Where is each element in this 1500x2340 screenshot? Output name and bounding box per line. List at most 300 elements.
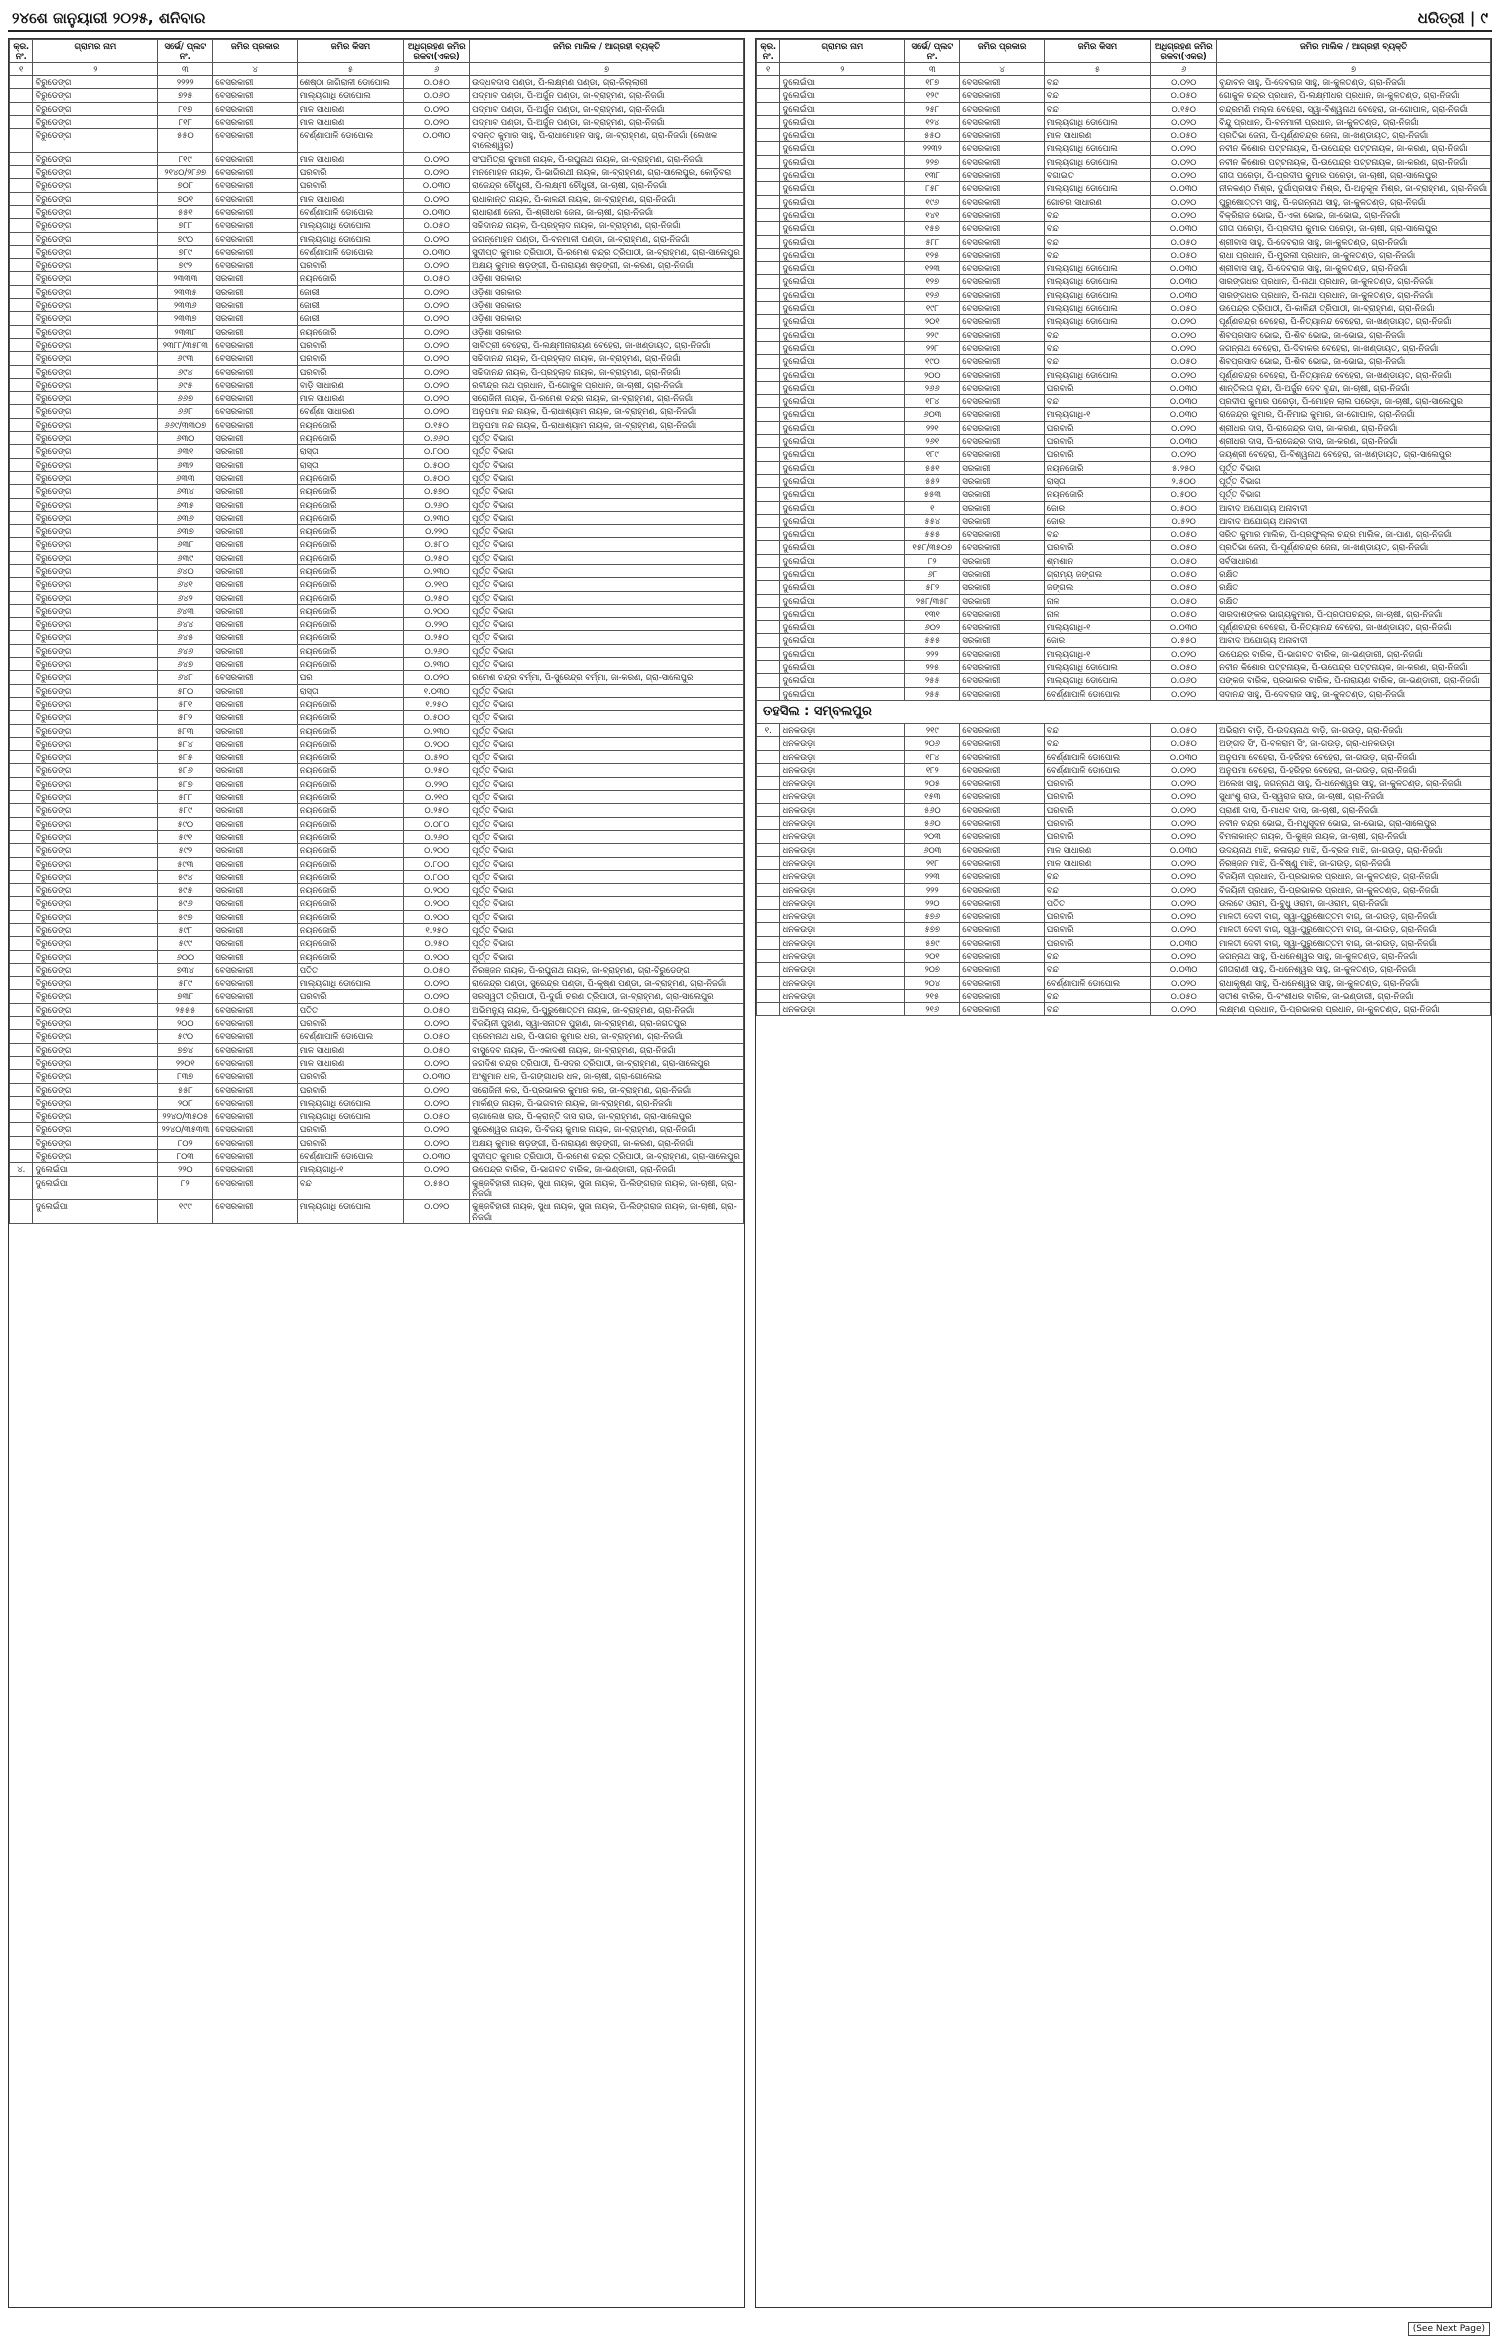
cell-plot: ୬୪୭	[158, 658, 213, 671]
date-line: ୨୪ଶେ ଜାନୁୟାରୀ ୨୦୨୫, ଶନିବାର	[12, 9, 206, 27]
cell-area: ୧.୦୩୦	[404, 684, 470, 697]
cell-land-type: ବେସରକାରୀ	[213, 963, 297, 976]
cell-land-kind: ନୟନଜୋରି	[297, 870, 403, 883]
cell-plot: ୬୩୭	[158, 525, 213, 538]
cell-sl	[10, 990, 33, 1003]
cell-area: ୦.୨୫୦	[404, 804, 470, 817]
cell-owner: ପୂର୍ତ୍ତ ବିଭାଗ	[470, 658, 744, 671]
cell-sl	[10, 1003, 33, 1016]
cell-village: ବିରୁଡେଙ୍ଗ	[33, 897, 158, 910]
cell-land-kind: ନୟନଜୋରି	[297, 471, 403, 484]
table-row	[757, 421, 1491, 434]
cell-land-kind: ମାଳ ସାଧାରଣ	[297, 102, 403, 115]
cell-sl	[10, 751, 33, 764]
table-row	[10, 219, 744, 232]
cell-area: ୦.୦୨୦	[404, 338, 470, 351]
cell-area: ୦.୨୦୦	[404, 910, 470, 923]
cell-land-type: ବେସରକାରୀ	[960, 647, 1044, 660]
cell-land-kind: ରାସ୍ତା	[297, 458, 403, 471]
cell-village: ଧନକଉଡ଼ା	[780, 737, 905, 750]
cell-land-type: ସରକାରୀ	[960, 461, 1044, 474]
cell-plot: ୫୮୯	[158, 804, 213, 817]
table-row	[10, 511, 744, 524]
cell-land-type: ବେସରକାରୀ	[213, 1030, 297, 1043]
cell-owner: ଶ୍ରୀଧର ଦାସ, ପି-ରାଜେନ୍ଦ୍ର ଦାସ, ଜା-କରଣ, ଗ୍ରା-ନିଜଗାଁ	[1217, 435, 1491, 448]
cell-village: ଧନକଉଡ଼ା	[780, 777, 905, 790]
cell-plot: ୨୩୩୫	[158, 285, 213, 298]
table-row	[757, 129, 1491, 142]
cell-land-type: ବେସରକାରୀ	[213, 129, 297, 153]
cell-area: ୦.୧୫୦	[404, 418, 470, 431]
cell-owner: ସଚ୍ଚିଦାନନ୍ଦ ନାୟକ, ପି-ପ୍ରହ୍ଲାଦ ନାୟକ, ଜା-ବ୍ରାହ୍ମଣ, ଗ୍ରା-ନିଜଗାଁ	[470, 365, 744, 378]
table-row	[757, 115, 1491, 128]
cell-owner: ଉପେନ୍ଦ୍ର ତ୍ରିପାଠୀ, ପି-କାଳିନ୍ଦୀ ତ୍ରିପାଠୀ, ଜା-ବ୍ରାହ୍ମଣ, ଗ୍ରା-ନିଜଗାଁ	[1217, 302, 1491, 315]
cell-owner: ପୂର୍ତ୍ତ ବିଭାଗ	[470, 950, 744, 963]
cell-plot: ୨୫୫	[905, 674, 960, 687]
cell-land-kind: ଘରବାରି	[1044, 936, 1150, 949]
cell-area: ୦.୦୩୦	[1151, 621, 1217, 634]
cell-plot: ୨୩୩୮	[158, 325, 213, 338]
cell-land-kind: ବନ୍ଦ	[1044, 208, 1150, 221]
cell-plot: ୧୯୬	[905, 195, 960, 208]
cell-plot: ୫୮୦	[158, 684, 213, 697]
table-row	[10, 924, 744, 937]
cell-area: ୦.୦୫୦	[1151, 581, 1217, 594]
cell-village: ଦୁଲେଇଁପା	[780, 647, 905, 660]
cell-plot: ୨୩୩୩	[158, 272, 213, 285]
cell-plot: ୭୦୧	[158, 192, 213, 205]
cell-owner: ସାରଙ୍ଗଧର ପ୍ରଧାନ, ପି-ନାଥା ପ୍ରଧାନ, ଜା-କୁଳତଣ୍ଡ, ଗ୍ରା-ନିଜଗାଁ	[1217, 288, 1491, 301]
cell-land-type: ବେସରକାରୀ	[960, 843, 1044, 856]
cell-area: ୦.୦୨୦	[1151, 647, 1217, 660]
cell-plot: ୧୫୮/୩୫୦୭	[905, 541, 960, 554]
cell-sl	[757, 737, 780, 750]
cell-village: ବିରୁଡେଙ୍ଗ	[33, 804, 158, 817]
table-row	[10, 857, 744, 870]
cell-village: ଦୁଲେଇଁପା	[780, 355, 905, 368]
cell-village: ଦୁଲେଇଁପା	[780, 89, 905, 102]
cell-area: ୦.୦୫୦	[1151, 567, 1217, 580]
cell-village: ବିରୁଡେଙ୍ଗ	[33, 471, 158, 484]
table-row	[10, 471, 744, 484]
cell-owner: ଗୀତାରାଣୀ ସାହୁ, ପି-ଧନେଶ୍ୱର ସାହୁ, ଜା-କୁଳତଣ୍ଡ, ଗ୍ରା-ନିଜଗାଁ	[1217, 963, 1491, 976]
cell-land-kind: ନୟନଜୋରି	[297, 844, 403, 857]
table-row	[10, 115, 744, 128]
cell-plot: ୫୮୫	[158, 751, 213, 764]
table-row	[757, 76, 1491, 89]
cell-plot: ୫୭୯	[905, 936, 960, 949]
cell-area: ୦.୦୨୦	[404, 365, 470, 378]
cell-land-kind: ଜୋରୀ	[297, 285, 403, 298]
cell-sl	[10, 338, 33, 351]
cell-plot: ୫୯୮	[158, 924, 213, 937]
cell-plot: ୬୯୩	[158, 352, 213, 365]
cell-land-type: ବେସରକାରୀ	[960, 182, 1044, 195]
cell-sl	[757, 963, 780, 976]
cell-owner: ସୁଦୀପ୍ତ କୁମାର ତ୍ରିପାଠୀ, ପି-ରମେଶ ଚନ୍ଦ୍ର ତ୍ରିପାଠୀ, ଜା-ବ୍ରାହ୍ମଣ, ଗ୍ରା-ସାଲେପୁର	[470, 1150, 744, 1163]
cell-area: ୦.୦୫୦	[404, 1043, 470, 1056]
cell-area: ୦.୦୫୦	[1151, 594, 1217, 607]
cell-plot: ୬୯୫	[158, 378, 213, 391]
cell-plot: ୨୧୫	[905, 989, 960, 1002]
cell-sl	[10, 89, 33, 102]
cell-plot: ୬୪୨	[158, 591, 213, 604]
cell-land-kind: ପତିତ	[297, 963, 403, 976]
cell-plot: ୨୦୧	[905, 315, 960, 328]
cell-area: ୦.୦୫୦	[1151, 723, 1217, 736]
cell-owner: ଅନୁପମା ନନ୍ଦ ନାୟକ, ପି-ରାଧାଶ୍ୟାମ ନାୟକ, ଜା-ବ୍ରାହ୍ମଣ, ଗ୍ରା-ନିଜଗାଁ	[470, 418, 744, 431]
cell-area: ୦.୦୨୦	[1151, 910, 1217, 923]
cell-land-kind: ବନ୍ଦ	[1044, 341, 1150, 354]
cell-village: ବିରୁଡେଙ୍ଗ	[33, 152, 158, 165]
cell-village: ଦୁଲେଇଁପା	[33, 1163, 158, 1176]
cell-village: ଦୁଲେଇଁପା	[780, 129, 905, 142]
table-row	[757, 607, 1491, 620]
cell-area: ୦.୦୨୦	[1151, 421, 1217, 434]
cell-land-type: ବେସରକାରୀ	[960, 674, 1044, 687]
cell-land-type: ସରକାରୀ	[960, 567, 1044, 580]
cell-land-kind: ବନ୍ଦ	[1044, 723, 1150, 736]
cell-owner: ରବୀନ୍ଦ୍ର ନାଥ ପ୍ରଧାନ, ପି-ଗୋକୁଳ ପ୍ରଧାନ, ଜା-ଚାଷୀ, ଗ୍ରା-ନିଜଗାଁ	[470, 378, 744, 391]
cell-plot: ୬୪୦	[158, 564, 213, 577]
table-row	[10, 658, 744, 671]
cell-village: ଧନକଉଡ଼ା	[780, 896, 905, 909]
cell-plot: ୫୮୬	[158, 764, 213, 777]
cell-sl	[757, 76, 780, 89]
cell-area: ୦.୦୨୦	[1151, 155, 1217, 168]
cell-sl	[757, 488, 780, 501]
cell-plot: ୧୮୪	[905, 395, 960, 408]
cell-plot: ୬୬୭	[158, 392, 213, 405]
cell-sl	[757, 594, 780, 607]
table-row	[10, 578, 744, 591]
table-row	[10, 418, 744, 431]
cell-village: ବିରୁଡେଙ୍ଗ	[33, 1070, 158, 1083]
cell-land-kind: ବନ୍ଦ	[1044, 102, 1150, 115]
cell-land-type: ସରକାରୀ	[213, 525, 297, 538]
cell-owner: ବିଜୟିନୀ ପୁହାଣ, ସ୍ୱା-ସନାତନ ପୁହାଣ, ଜା-ବ୍ରାହ୍ମଣ, ଗ୍ରା-ଜଗତପୁର	[470, 1017, 744, 1030]
cell-land-type: ସରକାରୀ	[213, 285, 297, 298]
cell-plot: ୮୦୩	[158, 1150, 213, 1163]
cell-owner: ମାଳତୀ ଦେବୀ ବାଗ୍, ସ୍ୱା-ପୁରୁଷୋତ୍ତମ ବାଗ୍, ଜା-ଗଉଡ଼, ଗ୍ରା-ନିଜଗାଁ	[1217, 923, 1491, 936]
cell-area: ୦.୫୫୦	[1151, 634, 1217, 647]
cell-area: ୦.୦୨୦	[1151, 830, 1217, 843]
cell-land-kind: ଘରବାରି	[297, 179, 403, 192]
table-row	[757, 581, 1491, 594]
cell-plot: ୨୧୯	[905, 723, 960, 736]
cell-land-kind: ବେର୍ଣ୍ଣାପାଳି ଡୋପୋଲ	[297, 129, 403, 153]
cell-land-kind: ବେର୍ଣ୍ଣାପାଳି ଡୋପୋଲ	[297, 245, 403, 258]
cell-sl	[10, 870, 33, 883]
cell-plot: ୨୦୪	[905, 976, 960, 989]
header-area: ଅଧିଗ୍ରହଣ ଜମିର ରକବା(ଏକର)	[1151, 40, 1217, 63]
table-row	[10, 844, 744, 857]
cell-village: ବିରୁଡେଙ୍ଗ	[33, 219, 158, 232]
cell-land-type: ବେସରକାରୀ	[213, 219, 297, 232]
table-row	[10, 777, 744, 790]
cell-area: ୦.୦୨୦	[1151, 856, 1217, 869]
cell-owner: ରାଧାରାଣୀ ଜେନା, ପି-ଶ୍ରୀଧର ଜେନା, ଜା-ଚାଷୀ, ଗ୍ରା-ନିଜଗାଁ	[470, 205, 744, 218]
cell-area: ୦.୦୫୦	[1151, 248, 1217, 261]
cell-owner: ପୂର୍ତ୍ତ ବିଭାଗ	[470, 924, 744, 937]
cell-land-type: ସରକାରୀ	[213, 857, 297, 870]
cell-plot: ୫୯୯	[158, 937, 213, 950]
cell-land-type: ବେସରକାରୀ	[213, 378, 297, 391]
cell-village: ବିରୁଡେଙ୍ଗ	[33, 1003, 158, 1016]
table-row	[757, 661, 1491, 674]
table-row	[10, 804, 744, 817]
cell-plot: ୮୦୨	[158, 1136, 213, 1149]
cell-land-type: ସରକାରୀ	[213, 804, 297, 817]
cell-land-type: ସରକାରୀ	[960, 501, 1044, 514]
cell-owner: ସରୋଜିନୀ ନାୟକ, ପି-ରମେଶ ଚନ୍ଦ୍ର ନାୟକ, ଜା-ବ୍ରାହ୍ମଣ, ଗ୍ରା-ନିଜଗାଁ	[470, 392, 744, 405]
cell-owner: ଉଲଟେ ଓରାମ, ପି-ବୁଧୁ ଓରାମ, ଜା-ଓରାମ, ଗ୍ରା-ନିଜଗାଁ	[1217, 896, 1491, 909]
cell-owner: ପୁରୁଷୋତ୍ତମ ସାହୁ, ପି-ଜଗନ୍ନାଥ ସାହୁ, ଜା-କୁଳତଣ୍ଡ, ଗ୍ରା-ନିଜଗାଁ	[1217, 195, 1491, 208]
cell-village: ଦୁଲେଇଁପା	[780, 248, 905, 261]
cell-land-kind: ବନ୍ଦ	[1044, 235, 1150, 248]
cell-land-kind: ଜଙ୍ଗଲ	[1044, 581, 1150, 594]
table-row	[757, 674, 1491, 687]
cell-land-kind: ମାଲ୍ୟଗାଧି ଡୋପୋଲ	[1044, 115, 1150, 128]
cell-area: ୦.୨୫୦	[404, 937, 470, 950]
cell-sl	[757, 461, 780, 474]
cell-village: ବିରୁଡେଙ୍ଗ	[33, 791, 158, 804]
cell-sl	[10, 405, 33, 418]
cell-area: ୦.୦୨୦	[1151, 76, 1217, 89]
table-row	[757, 395, 1491, 408]
column-number-row	[757, 63, 1491, 76]
cell-plot: ୮୧୯	[158, 152, 213, 165]
cell-land-kind: ନୟନଜୋରି	[297, 791, 403, 804]
cell-sl	[10, 205, 33, 218]
table-row	[10, 259, 744, 272]
table-row	[10, 325, 744, 338]
cell-village: ଧନକଉଡ଼ା	[780, 870, 905, 883]
table-row	[10, 711, 744, 724]
cell-land-kind: ବନ୍ଦ	[1044, 222, 1150, 235]
cell-land-type: ବେସରକାରୀ	[213, 977, 297, 990]
cell-land-kind: ନୟନଜୋରି	[297, 325, 403, 338]
cell-area: ୦.୦୨୦	[404, 259, 470, 272]
cell-village: ଦୁଲେଇଁପା	[780, 541, 905, 554]
cell-land-kind: ବନ୍ଦ	[1044, 883, 1150, 896]
table-row	[757, 989, 1491, 1002]
cell-land-kind: ନାଳ	[1044, 594, 1150, 607]
table-row	[10, 538, 744, 551]
cell-plot: ୨୦୦	[905, 368, 960, 381]
cell-land-kind: ଘରବାରି	[1044, 923, 1150, 936]
cell-village: ବିରୁଡେଙ୍ଗ	[33, 272, 158, 285]
cell-area: ୦.୦୩୦	[1151, 435, 1217, 448]
table-row	[757, 275, 1491, 288]
cell-owner: ପୂର୍ତ୍ତ ବିଭାଗ	[470, 817, 744, 830]
cell-area: ୦.୦୨୦	[404, 405, 470, 418]
cell-sl	[10, 791, 33, 804]
cell-area: ୦.୦୨୦	[404, 1083, 470, 1096]
table-row	[10, 179, 744, 192]
cell-plot: ୭୮୯	[158, 245, 213, 258]
cell-area: ୦.୨୬୦	[404, 498, 470, 511]
table-row	[10, 1017, 744, 1030]
cell-village: ଧନକଉଡ଼ା	[780, 723, 905, 736]
cell-sl	[10, 724, 33, 737]
cell-owner: ପ୍ରାଣୀ ଦାସ, ପି-ମାଧବ ଦାସ, ଜା-ଚାଷୀ, ଗ୍ରା-ନିଜଗାଁ	[1217, 803, 1491, 816]
cell-village: ବିରୁଡେଙ୍ଗ	[33, 671, 158, 684]
table-row	[757, 963, 1491, 976]
cell-village: ବିରୁଡେଙ୍ଗ	[33, 711, 158, 724]
cell-village: ଧନକଉଡ଼ା	[780, 989, 905, 1002]
cell-village: ବିରୁଡେଙ୍ଗ	[33, 418, 158, 431]
cell-land-type: ବେସରକାରୀ	[960, 408, 1044, 421]
table-row	[757, 514, 1491, 527]
cell-sl	[10, 232, 33, 245]
cell-village: ବିରୁଡେଙ୍ଗ	[33, 338, 158, 351]
cell-plot: ୭୩୪	[158, 963, 213, 976]
cell-land-kind: ନୟନଜୋରି	[297, 924, 403, 937]
cell-plot: ୫୫୪	[905, 514, 960, 527]
cell-plot: ୧୮୨	[905, 763, 960, 776]
cell-sl	[10, 352, 33, 365]
cell-plot: ୫୮୮	[905, 235, 960, 248]
cell-land-kind: ଘରବାରି	[1044, 435, 1150, 448]
cell-sl	[10, 129, 33, 153]
cell-land-type: ସରକାରୀ	[213, 817, 297, 830]
cell-owner: ଚନ୍ଦ୍ରମଣି ମଲ୍ଲ ବେହେରା, ସ୍ୱା-ବିଶ୍ୱନାଥ ବେହେରା, ଜା-ଗୋପାଳ, ଗ୍ରା-ନିଜଗାଁ	[1217, 102, 1491, 115]
column-number: ୪	[960, 63, 1044, 76]
cell-plot: ୨୫୫	[905, 687, 960, 700]
cell-land-type: ବେସରକାରୀ	[960, 262, 1044, 275]
cell-land-kind: ଘରବାରି	[297, 259, 403, 272]
cell-sl	[10, 1136, 33, 1149]
cell-area: ୦.୦୨୦	[404, 671, 470, 684]
cell-owner: ସଦାନନ୍ଦ ସାହୁ, ପି-ଦେବରାଜ ସାହୁ, ଜା-କୁଳତଣ୍ଡ, ଗ୍ରା-ନିଜଗାଁ	[1217, 687, 1491, 700]
cell-land-type: ବେସରକାରୀ	[960, 208, 1044, 221]
cell-sl	[757, 89, 780, 102]
column-number: ୫	[297, 63, 403, 76]
cell-land-kind: ନୟନଜୋରି	[297, 751, 403, 764]
cell-land-type: ବେସରକାରୀ	[213, 89, 297, 102]
cell-sl	[10, 737, 33, 750]
cell-owner: ପୂର୍ତ୍ତ ବିଭାଗ	[470, 804, 744, 817]
cell-plot: ୫୯୧	[158, 830, 213, 843]
cell-village: ଦୁଲେଇଁପା	[780, 288, 905, 301]
cell-sl	[757, 661, 780, 674]
cell-village: ବିରୁଡେଙ୍ଗ	[33, 830, 158, 843]
cell-plot: ୫୮୧	[158, 697, 213, 710]
cell-plot: ୨୧୪୦/୨୮୬୭	[158, 166, 213, 179]
table-row	[757, 355, 1491, 368]
cell-plot: ୨୬୧	[905, 435, 960, 448]
table-row	[10, 830, 744, 843]
table-row	[10, 591, 744, 604]
cell-land-type: ବେସରକାରୀ	[960, 910, 1044, 923]
cell-plot: ୧୩୧	[905, 607, 960, 620]
cell-plot: ୫୫୫	[905, 634, 960, 647]
cell-sl	[757, 896, 780, 909]
cell-area: ୧.୨୫୦	[404, 924, 470, 937]
cell-sl	[10, 618, 33, 631]
cell-land-type: ସରକାରୀ	[960, 474, 1044, 487]
cell-village: ଦୁଲେଇଁପା	[780, 341, 905, 354]
header-row	[757, 40, 1491, 63]
cell-land-kind: ବଗାଇତ	[1044, 169, 1150, 182]
cell-sl	[10, 884, 33, 897]
header-land-kind: ଜମିର କିସମ	[1044, 40, 1150, 63]
table-row	[757, 621, 1491, 634]
cell-sl	[10, 658, 33, 671]
cell-sl	[757, 302, 780, 315]
cell-area: ୦.୦୬୦	[1151, 674, 1217, 687]
cell-owner: ପୂର୍ତ୍ତ ବିଭାଗ	[470, 697, 744, 710]
cell-area: ୦.୦୫୦	[1151, 129, 1217, 142]
cell-village: ଦୁଲେଇଁପା	[780, 528, 905, 541]
cell-area: ୦.୨୦୦	[404, 884, 470, 897]
cell-sl	[757, 647, 780, 660]
table-row	[757, 328, 1491, 341]
table-row	[10, 671, 744, 684]
cell-sl	[10, 604, 33, 617]
cell-land-kind: ଘରବାରି	[297, 166, 403, 179]
cell-plot: ୨୨୧	[905, 421, 960, 434]
cell-owner: ପୂର୍ତ୍ତ ବିଭାଗ	[470, 870, 744, 883]
cell-sl	[10, 179, 33, 192]
cell-plot: ୫୮୩	[158, 724, 213, 737]
cell-owner: ପୂର୍ତ୍ତ ବିଭାଗ	[470, 724, 744, 737]
cell-land-kind: ମାଳ ସାଧାରଣ	[297, 1043, 403, 1056]
left-table-body	[10, 76, 744, 1224]
cell-land-kind: ବାଡ଼ି ସାଧାରଣ	[297, 378, 403, 391]
cell-sl	[10, 564, 33, 577]
cell-area: ୦.୦୨୦	[404, 299, 470, 312]
cell-sl	[10, 498, 33, 511]
cell-sl	[10, 804, 33, 817]
cell-land-kind: ମାଳ ସାଧାରଣ	[297, 192, 403, 205]
table-row	[757, 1003, 1491, 1016]
cell-area: ୦.୦୫୦	[1151, 737, 1217, 750]
table-row	[10, 365, 744, 378]
cell-land-type: ବେସରକାରୀ	[213, 1043, 297, 1056]
table-row	[757, 474, 1491, 487]
cell-land-type: ବେସରକାରୀ	[960, 976, 1044, 989]
cell-land-kind: ମାଲ୍ୟଗାଧି-୧	[1044, 408, 1150, 421]
cell-owner: ପୂର୍ତ୍ତ ବିଭାଗ	[470, 884, 744, 897]
cell-land-type: ବେସରକାରୀ	[960, 661, 1044, 674]
cell-land-kind: ମାଲ୍ୟଗାଧି ଡୋପୋଲ	[1044, 275, 1150, 288]
cell-land-type: ସରକାରୀ	[213, 910, 297, 923]
cell-sl	[757, 750, 780, 763]
cell-land-type: ବେସରକାରୀ	[960, 115, 1044, 128]
cell-owner: ପୂର୍ତ୍ତ ବିଭାଗ	[470, 844, 744, 857]
cell-sl	[757, 541, 780, 554]
cell-village: ଦୁଲେଇଁପା	[780, 408, 905, 421]
cell-land-kind: ଶେଷ୍ଠା ଜାଗିରାଳୀ ଡୋପୋଲ	[297, 76, 403, 89]
cell-area: ୦.୨୦୦	[404, 844, 470, 857]
table-row	[757, 208, 1491, 221]
table-row	[10, 751, 744, 764]
header-land-kind: ଜମିର କିସମ	[297, 40, 403, 63]
cell-sl	[10, 76, 33, 89]
cell-sl	[757, 843, 780, 856]
cell-owner: ନବୀନ ଚନ୍ଦ୍ର ଭୋଇ, ପି-ମଧୁସୂଦନ ଭୋଇ, ଜା-ଭୋଇ, ଗ୍ରା-ସାଲେପୁର	[1217, 817, 1491, 830]
cell-village: ବିରୁଡେଙ୍ଗ	[33, 737, 158, 750]
table-row	[757, 777, 1491, 790]
cell-village: ବିରୁଡେଙ୍ଗ	[33, 458, 158, 471]
cell-owner: ରାଧାକାନ୍ତ ନାୟକ, ପି-କାଳନ୍ଦୀ ନାୟକ, ଜା-ବ୍ରାହ୍ମଣ, ଗ୍ରା-ନିଜଗାଁ	[470, 192, 744, 205]
table-row	[10, 1070, 744, 1083]
header-village: ଗ୍ରାମର ନାମ	[33, 40, 158, 63]
cell-sl	[10, 684, 33, 697]
cell-land-type: ବେସରକାରୀ	[213, 192, 297, 205]
